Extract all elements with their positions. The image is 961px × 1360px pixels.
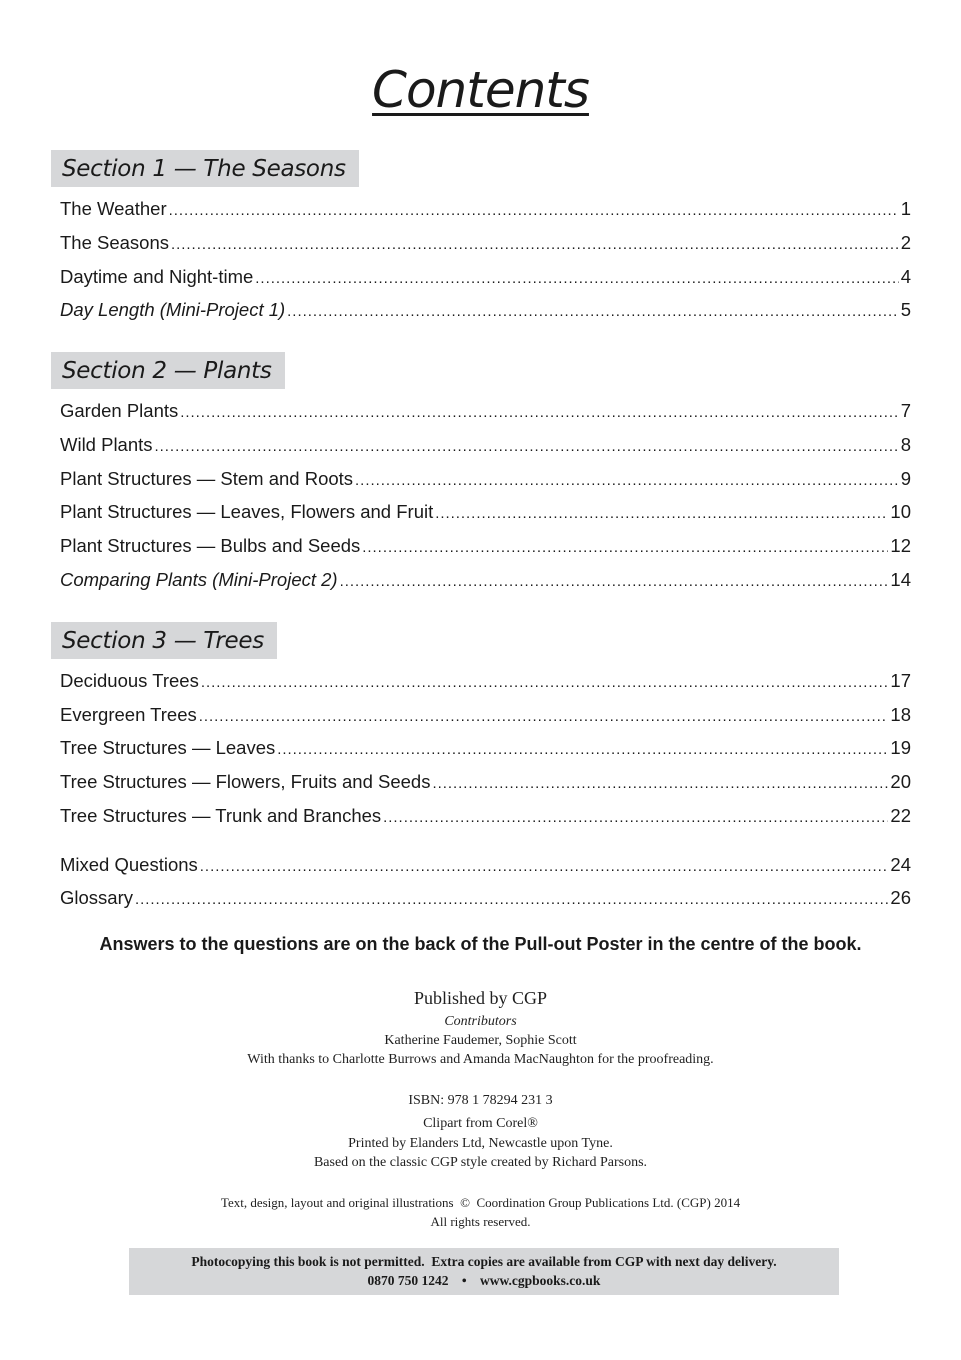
toc-entry-label: Plant Structures — Stem and Roots (60, 468, 354, 489)
section-heading-2: Section 2 — Plants (51, 352, 285, 389)
contact-line (129, 1272, 839, 1290)
toc-entry-page: 14 (890, 569, 911, 590)
toc-entry-label: The Seasons (60, 232, 170, 253)
toc-entry-page: 5 (900, 299, 911, 320)
toc-entry-page: 8 (900, 434, 911, 455)
toc-entry-page: 4 (900, 266, 911, 287)
toc-entry-label: Glossary (60, 887, 133, 908)
toc-entry[interactable] (60, 669, 911, 693)
dot-leader (155, 433, 899, 459)
toc-entry-label: Plant Structures — Leaves, Flowers and Fruit (60, 501, 434, 522)
toc-entry-label: Plant Structures — Bulbs and Seeds (60, 535, 361, 556)
published-by: Published by CGP (413, 988, 548, 1008)
toc-entry-page: 20 (890, 771, 911, 792)
toc-entry-label: Tree Structures — Flowers, Fruits and Seeds (60, 771, 431, 792)
toc-entry-mixed-questions[interactable] (60, 853, 911, 877)
dot-leader (135, 886, 888, 912)
dot-leader (432, 770, 888, 796)
dot-leader (340, 568, 889, 594)
toc-entry-page: 24 (890, 854, 911, 875)
toc-entry-page: 22 (890, 805, 911, 826)
toc-entry-label: The Weather (60, 198, 167, 219)
toc-entry-glossary[interactable] (60, 886, 911, 910)
dot-leader (277, 736, 888, 762)
toc-entry-page: 17 (890, 670, 911, 691)
toc-entry[interactable] (60, 736, 911, 760)
clipart-credit: Clipart from Corel® (423, 1116, 538, 1131)
dot-leader (171, 231, 899, 257)
toc-entry[interactable] (60, 231, 911, 255)
toc-entry[interactable] (60, 703, 911, 727)
toc-entry[interactable] (60, 534, 911, 558)
toc-entry[interactable] (60, 804, 911, 828)
toc-entry-page: 19 (890, 737, 911, 758)
photocopy-notice: Photocopying this book is not permitted. Extra copies are available from CGP with next day delivery. (191, 1254, 777, 1269)
dot-leader (435, 500, 888, 526)
toc-entry-page: 12 (890, 535, 911, 556)
section-heading-1: Section 1 — The Seasons (51, 150, 359, 187)
toc-entry-label: Mixed Questions (60, 854, 198, 875)
toc-entry[interactable] (60, 568, 911, 592)
page-title-text: Contents (372, 61, 589, 119)
phone-number: 0870 750 1242 (367, 1273, 449, 1288)
printer-credit: Printed by Elanders Ltd, Newcastle upon Tyne. (348, 1136, 613, 1151)
toc-entry-page: 2 (900, 232, 911, 253)
toc-entry-page: 1 (900, 198, 911, 219)
contributors-label: Contributors (444, 1014, 517, 1029)
toc-entry[interactable] (60, 399, 911, 423)
isbn: ISBN: 978 1 78294 231 3 (408, 1093, 553, 1108)
website-link[interactable]: www.cgpbooks.co.uk (480, 1273, 601, 1288)
dot-leader (200, 853, 889, 879)
section-heading-3: Section 3 — Trees (51, 622, 277, 659)
toc-entry[interactable] (60, 770, 911, 794)
toc-entry-page: 10 (890, 501, 911, 522)
dot-leader (255, 265, 898, 291)
toc-entry-label: Evergreen Trees (60, 704, 197, 725)
style-credit: Based on the classic CGP style created by Richard Parsons. (313, 1155, 648, 1170)
toc-entry-page: 26 (890, 887, 911, 908)
toc-entry[interactable] (60, 197, 911, 221)
dot-leader (199, 703, 889, 729)
toc-entry[interactable] (60, 298, 911, 322)
dot-leader (201, 669, 889, 695)
answers-note: Answers to the questions are on the back of the Pull-out Poster in the centre of the book. (99, 934, 862, 954)
dot-leader (383, 804, 888, 830)
toc-entry-label: Garden Plants (60, 400, 179, 421)
dot-leader (362, 534, 888, 560)
toc-entry[interactable] (60, 265, 911, 289)
toc-entry-label: Deciduous Trees (60, 670, 199, 691)
toc-entry-page: 7 (900, 400, 911, 421)
dot-leader (169, 197, 899, 223)
toc-entry-label: Tree Structures — Leaves (60, 737, 276, 758)
toc-entry-page: 9 (900, 468, 911, 489)
toc-entry-page: 18 (890, 704, 911, 725)
thanks-note: With thanks to Charlotte Burrows and Amanda MacNaughton for the proofreading. (247, 1052, 714, 1067)
toc-entry[interactable] (60, 467, 911, 491)
bullet-separator: • (461, 1273, 467, 1288)
toc-entry-label: Comparing Plants (Mini-Project 2) (60, 569, 338, 590)
copyright-notice: Text, design, layout and original illustrations © Coordination Group Publications Ltd. (CGP) 2014 (220, 1195, 741, 1210)
dot-leader (180, 399, 898, 425)
toc-entry-label: Day Length (Mini-Project 1) (60, 299, 286, 320)
toc-entry[interactable] (60, 500, 911, 524)
footer-notice-box (129, 1248, 839, 1295)
dot-leader (355, 467, 899, 493)
dot-leader (287, 298, 899, 324)
contributors-names: Katherine Faudemer, Sophie Scott (384, 1033, 577, 1048)
toc-entry-label: Wild Plants (60, 434, 153, 455)
toc-entry[interactable] (60, 433, 911, 457)
toc-entry-label: Tree Structures — Trunk and Branches (60, 805, 382, 826)
page-title (0, 58, 961, 122)
rights-reserved: All rights reserved. (430, 1214, 531, 1229)
toc-entry-label: Daytime and Night-time (60, 266, 254, 287)
